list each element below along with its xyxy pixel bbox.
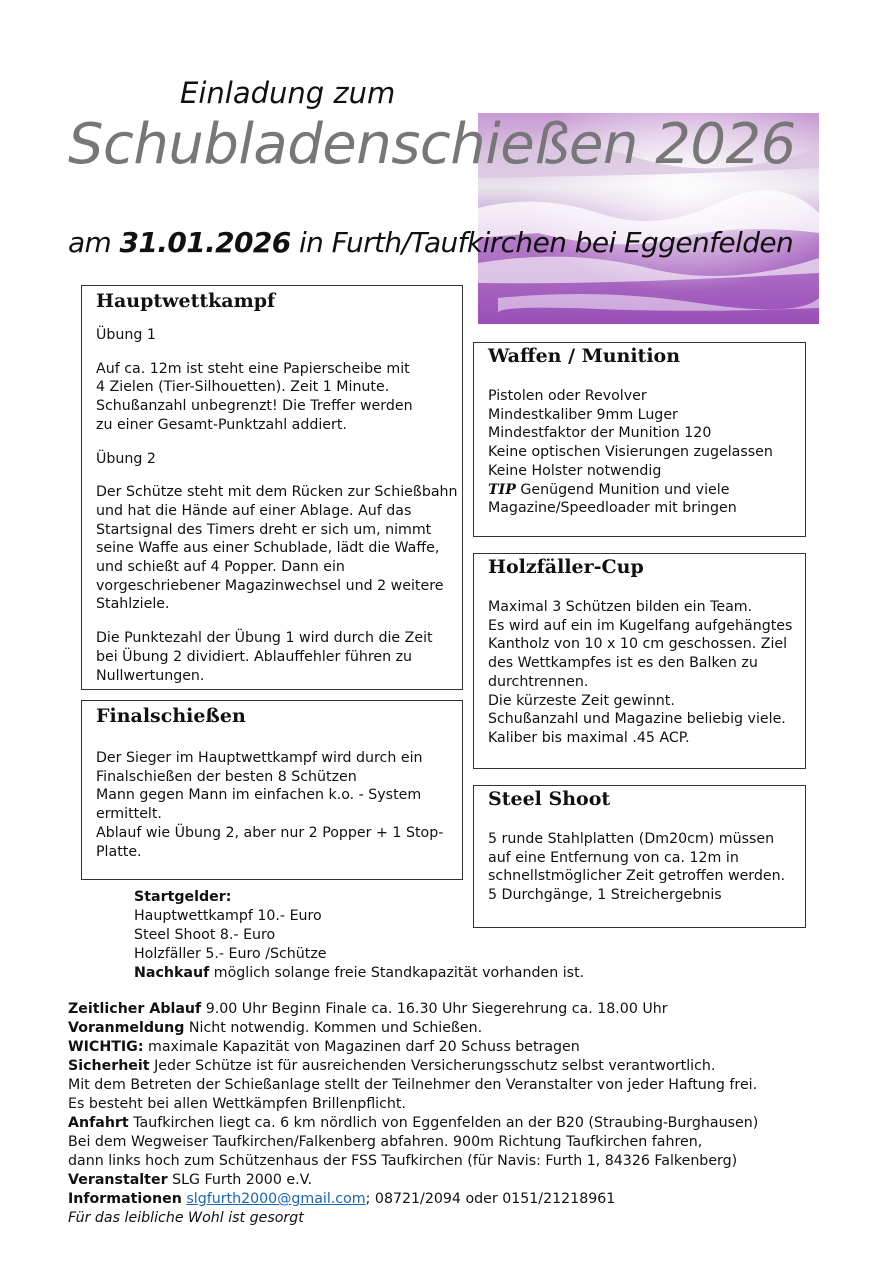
ablauf-label: Zeitlicher Ablauf	[68, 1001, 202, 1017]
sicherheit-text: Jeder Schütze ist für ausreichenden Versicherungsschutz selbst verantwortlich.	[149, 1058, 716, 1074]
tip-line	[488, 481, 805, 500]
ablauf-text: 9.00 Uhr Beginn Finale ca. 16.30 Uhr Siegerehrung ca. 18.00 Uhr	[201, 1001, 668, 1017]
email-link[interactable]: slgfurth2000@gmail.com	[186, 1191, 366, 1207]
uebung2-line: Der Schütze steht mit dem Rücken zur Schießbahn	[96, 484, 458, 501]
wichtig-label: WICHTIG:	[68, 1039, 144, 1055]
sicherheit-line	[68, 1057, 868, 1076]
uebung2-line: vorgeschriebener Magazinwechsel und 2 weitere	[96, 577, 444, 594]
sicherheit-label: Sicherheit	[68, 1058, 150, 1074]
veranstalter-label: Veranstalter	[68, 1172, 168, 1188]
nachkauf-line	[134, 964, 584, 983]
waffen-line: Mindestkaliber 9mm Luger	[488, 406, 678, 423]
finale-line: Ablauf wie Übung 2, aber nur 2 Popper + 1 Stop-	[96, 824, 444, 841]
tip-label: TIP	[488, 481, 516, 498]
anfahrt-label: Anfahrt	[68, 1115, 129, 1131]
waffen-line: Pistolen oder Revolver	[488, 388, 647, 404]
fee-item: Hauptwettkampf 10.- Euro	[134, 908, 322, 924]
nachkauf-label: Nachkauf	[134, 965, 210, 981]
finale-line: Mann gegen Mann im einfachen k.o. - System	[96, 787, 422, 804]
fee-item: Steel Shoot 8.- Euro	[134, 927, 276, 943]
steel-line: 5 Durchgänge, 1 Streichergebnis	[488, 887, 722, 904]
main-title: Schubladenschießen 2026	[68, 112, 796, 177]
ablauf-line	[68, 1000, 868, 1019]
uebung1-line: Auf ca. 12m ist steht eine Papierscheibe mit	[96, 360, 410, 377]
steel-line: schnellstmöglicher Zeit getroffen werden.	[488, 868, 786, 885]
pre-title: Einladung zum	[180, 76, 396, 110]
steel-line: auf eine Entfernung von ca. 12m in	[488, 849, 739, 866]
finale-line: Platte.	[96, 843, 142, 860]
uebung1-label: Übung 1	[96, 327, 156, 343]
date-prefix: am	[68, 226, 120, 259]
sicherheit-line-3: Es besteht bei allen Wettkämpfen Brillenpflicht.	[68, 1096, 406, 1112]
voranmeldung-line	[68, 1019, 868, 1038]
fees-section	[134, 888, 584, 983]
holz-line: Maximal 3 Schützen bilden ein Team.	[488, 599, 753, 615]
footer-info	[68, 1000, 868, 1228]
finale-box	[81, 700, 463, 880]
voranmeldung-label: Voranmeldung	[68, 1020, 185, 1036]
nachkauf-text: möglich solange freie Standkapazität vorhanden ist.	[209, 965, 585, 981]
wichtig-text: maximale Kapazität von Magazinen darf 20 Schuss betragen	[143, 1039, 580, 1055]
uebung2-line: und hat die Hände auf einer Ablage. Auf das	[96, 502, 412, 519]
info-phones: ; 08721/2094 oder 0151/21218961	[365, 1191, 616, 1207]
tip-line-2: Magazine/Speedloader mit bringen	[488, 500, 737, 517]
uebung2-label: Übung 2	[96, 450, 156, 467]
veranstalter-text: SLG Furth 2000 e.V.	[167, 1172, 312, 1188]
holz-line: des Wettkampfes ist es den Balken zu	[488, 655, 758, 672]
anfahrt-line-3: dann links hoch zum Schützenhaus der FSS Taufkirchen (für Navis: Furth 1, 84326 Falkenberg)	[68, 1153, 738, 1169]
steel-line: 5 runde Stahlplatten (Dm20cm) müssen	[488, 831, 775, 847]
anfahrt-line-2: Bei dem Wegweiser Taufkirchen/Falkenberg abfahren. 900m Richtung Taufkirchen fahren,	[68, 1134, 703, 1150]
date-suffix: in Furth/Taufkirchen bei Eggenfelden	[290, 226, 794, 259]
date-line	[68, 226, 793, 259]
holz-line: Kaliber bis maximal .45 ACP.	[488, 729, 690, 746]
holz-line: Kantholz von 10 x 10 cm geschossen. Ziel	[488, 636, 788, 653]
uebung1-line: 4 Zielen (Tier-Silhouetten). Zeit 1 Minute.	[96, 379, 390, 396]
hauptwettkampf-box	[81, 285, 463, 690]
holz-line: Die kürzeste Zeit gewinnt.	[488, 692, 675, 709]
holz-line: durchtrennen.	[488, 673, 589, 690]
finale-line: Der Sieger im Hauptwettkampf wird durch ein	[96, 750, 423, 766]
veranstalter-line	[68, 1171, 868, 1190]
scoring-line: Die Punktezahl der Übung 1 wird durch die Zeit	[96, 630, 433, 647]
uebung2-line: seine Waffe aus einer Schublade, lädt die Waffe,	[96, 540, 440, 557]
anfahrt-line	[68, 1114, 868, 1133]
holzfaeller-heading: Holzfäller-Cup	[488, 556, 644, 578]
holz-line: Schußanzahl und Magazine beliebig viele.	[488, 711, 786, 728]
fee-item: Holzfäller 5.- Euro /Schütze	[134, 946, 327, 962]
waffen-heading: Waffen / Munition	[488, 345, 681, 367]
finale-line: Finalschießen der besten 8 Schützen	[96, 768, 357, 785]
anfahrt-text: Taufkirchen liegt ca. 6 km nördlich von Eggenfelden an der B20 (Straubing-Burghausen)	[128, 1115, 759, 1131]
waffen-line: Keine Holster notwendig	[488, 462, 662, 479]
finale-line: ermittelt.	[96, 806, 162, 823]
waffen-line: Keine optischen Visierungen zugelassen	[488, 444, 773, 461]
waffen-box	[473, 342, 806, 537]
fees-heading: Startgelder:	[134, 889, 232, 905]
wichtig-line	[68, 1038, 868, 1057]
sicherheit-line-2: Mit dem Betreten der Schießanlage stellt der Teilnehmer den Veranstalter von jeder Haftung frei.	[68, 1077, 758, 1093]
holzfaeller-box	[473, 553, 806, 769]
scoring-line: Nullwertungen.	[96, 667, 205, 684]
uebung2-line: Startsignal des Timers dreht er sich um, nimmt	[96, 521, 432, 538]
steel-heading: Steel Shoot	[488, 788, 611, 810]
hauptwettkampf-heading: Hauptwettkampf	[96, 290, 276, 312]
uebung2-line: Stahlziele.	[96, 596, 170, 613]
closing-line: Für das leibliche Wohl ist gesorgt	[68, 1210, 304, 1226]
uebung2-line: und schießt auf 4 Popper. Dann ein	[96, 559, 345, 576]
finale-heading: Finalschießen	[96, 705, 246, 727]
tip-text: Genügend Munition und viele	[515, 481, 730, 498]
waffen-line: Mindestfaktor der Munition 120	[488, 425, 712, 442]
info-label: Informationen	[68, 1191, 182, 1207]
event-date: 31.01.2026	[119, 226, 291, 259]
voranmeldung-text: Nicht notwendig. Kommen und Schießen.	[184, 1020, 483, 1036]
uebung1-line: zu einer Gesamt-Punktzahl addiert.	[96, 416, 347, 433]
uebung1-line: Schußanzahl unbegrenzt! Die Treffer werden	[96, 398, 413, 415]
holz-line: Es wird auf ein im Kugelfang aufgehängtes	[488, 617, 793, 634]
info-line	[68, 1190, 868, 1209]
scoring-line: bei Übung 2 dividiert. Ablauffehler führen zu	[96, 648, 413, 665]
